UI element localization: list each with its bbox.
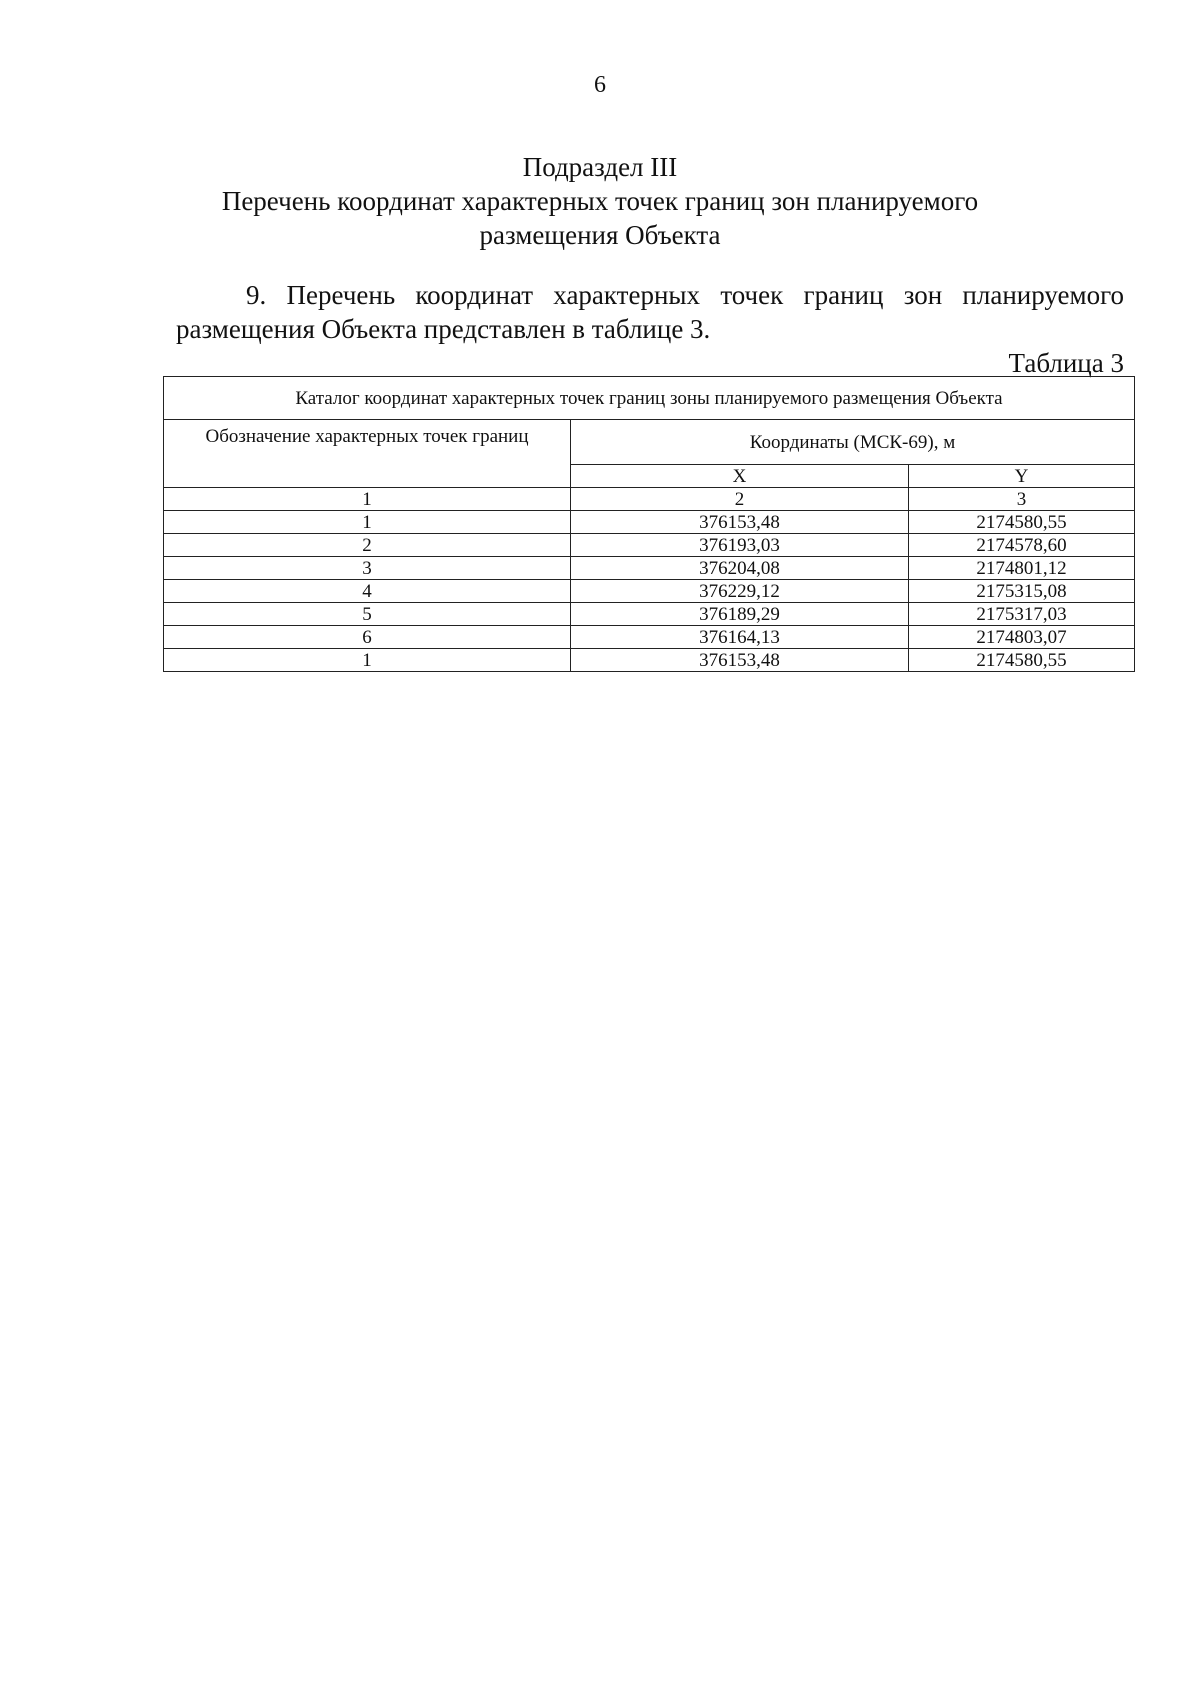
- x-cell: 376229,12: [571, 580, 909, 603]
- section-heading: [0, 150, 1200, 252]
- column-number: 2: [571, 488, 909, 511]
- x-cell: 376153,48: [571, 511, 909, 534]
- point-cell: 5: [164, 603, 571, 626]
- table-row: [164, 511, 1135, 534]
- paragraph-9: [176, 278, 1124, 346]
- coordinates-table: [163, 376, 1135, 672]
- column-numbering-row: [164, 488, 1135, 511]
- table-row: [164, 580, 1135, 603]
- table-caption: Таблица 3: [1008, 348, 1124, 378]
- point-cell: 6: [164, 626, 571, 649]
- y-cell: 2174803,07: [909, 626, 1135, 649]
- table-row: [164, 649, 1135, 672]
- y-cell: 2175317,03: [909, 603, 1135, 626]
- table-row: [164, 626, 1135, 649]
- point-cell: 1: [164, 649, 571, 672]
- table-row: [164, 534, 1135, 557]
- point-cell: 2: [164, 534, 571, 557]
- y-cell: 2174578,60: [909, 534, 1135, 557]
- x-cell: 376189,29: [571, 603, 909, 626]
- point-cell: 4: [164, 580, 571, 603]
- header-points: Обозначение характерных точек границ: [164, 420, 571, 488]
- x-cell: 376204,08: [571, 557, 909, 580]
- column-number: 3: [909, 488, 1135, 511]
- paragraph-text: 9. Перечень координат характерных точек границ зон планируемого размещения Объекта представлен в таблице 3.: [176, 280, 1124, 344]
- header-y: Y: [909, 465, 1135, 488]
- y-cell: 2174580,55: [909, 649, 1135, 672]
- header-coordinates: Координаты (МСК-69), м: [571, 420, 1135, 465]
- x-cell: 376193,03: [571, 534, 909, 557]
- table-row: [164, 557, 1135, 580]
- heading-title-line2: размещения Объекта: [479, 220, 721, 250]
- x-cell: 376164,13: [571, 626, 909, 649]
- point-cell: 3: [164, 557, 571, 580]
- column-number: 1: [164, 488, 571, 511]
- point-cell: 1: [164, 511, 571, 534]
- y-cell: 2175315,08: [909, 580, 1135, 603]
- y-cell: 2174801,12: [909, 557, 1135, 580]
- table-row: [164, 603, 1135, 626]
- heading-title-line1: Перечень координат характерных точек границ зон планируемого: [221, 186, 979, 216]
- y-cell: 2174580,55: [909, 511, 1135, 534]
- x-cell: 376153,48: [571, 649, 909, 672]
- heading-subsection: Подраздел III: [522, 152, 678, 182]
- header-x: X: [571, 465, 909, 488]
- page-number: 6: [594, 72, 606, 98]
- table-title: Каталог координат характерных точек границ зоны планируемого размещения Объекта: [164, 377, 1135, 420]
